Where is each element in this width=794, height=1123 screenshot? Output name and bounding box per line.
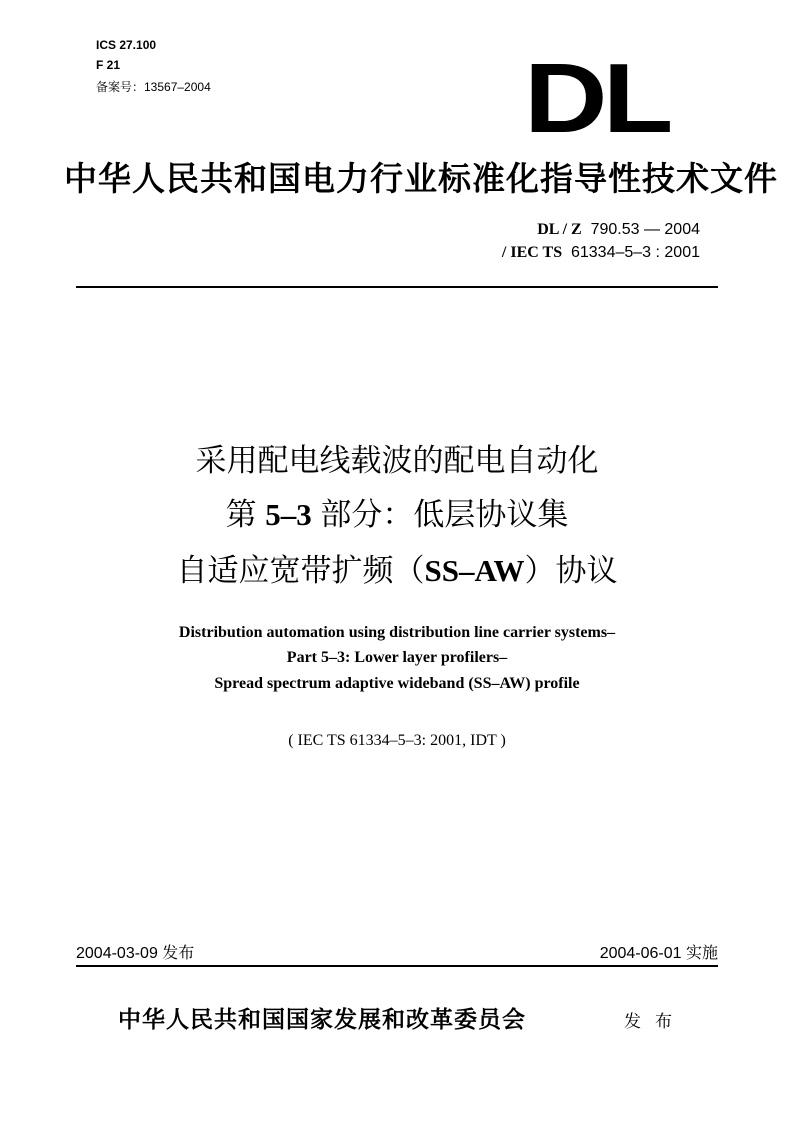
title-cn-line3-a: 自适应宽带扩频（ [176, 553, 425, 588]
implementation-date: 2004-06-01 实施 [599, 945, 718, 962]
standard-code-number: 790.53 — 2004 [590, 221, 700, 238]
series-title: 中华人民共和国电力行业标准化指导性技术文件 [64, 162, 778, 198]
iec-code-prefix: / IEC TS [501, 244, 563, 261]
dl-logo: DL [524, 43, 669, 153]
record-number: 备案号：13567–2004 [96, 80, 211, 94]
standard-code-prefix: DL / Z [537, 221, 582, 238]
equivalence-note: ( IEC TS 61334–5–3: 2001, IDT ) [288, 732, 506, 749]
title-en-line3: Spread spectrum adaptive wideband (SS–AW) profile [214, 675, 580, 692]
title-cn-line2-b: 部分：低层协议集 [320, 497, 569, 532]
issue-label: 发布 [624, 1012, 686, 1031]
title-cn-part-number: 5–3 [265, 497, 312, 532]
title-cn-line3 [0, 551, 794, 591]
footer-divider [76, 965, 718, 967]
iec-code-number: 61334–5–3 : 2001 [570, 244, 700, 261]
title-en-line2: Part 5–3: Lower layer profilers– [286, 649, 508, 666]
issuing-authority: 中华人民共和国国家发展和改革委员会 [118, 1007, 526, 1032]
classification-code: F 21 [96, 58, 121, 72]
issue-date: 2004-03-09 发布 [76, 945, 195, 962]
title-cn-line3-b: ）协议 [524, 553, 618, 588]
title-cn-ssaw: SS–AW [424, 553, 525, 588]
standard-code-line1 [537, 220, 700, 240]
title-cn-line2-a: 第 [225, 497, 257, 532]
title-cn-line1: 采用配电线载波的配电自动化 [195, 443, 599, 478]
title-cn-line2 [0, 495, 794, 535]
title-en-line1: Distribution automation using distribution line carrier systems– [178, 624, 616, 641]
standard-code-line2 [502, 243, 700, 263]
ics-code: ICS 27.100 [96, 38, 157, 52]
header-divider [76, 286, 718, 288]
